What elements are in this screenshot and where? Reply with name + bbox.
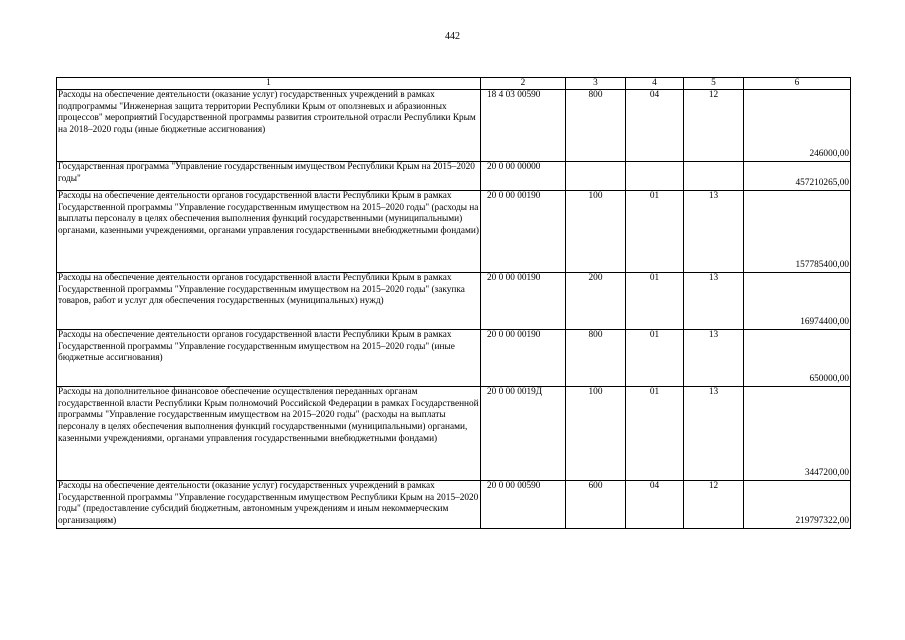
section-cell: 01: [626, 191, 684, 273]
table-row: [57, 330, 851, 387]
expense-type-cell: 100: [566, 191, 626, 273]
table-row: [57, 387, 851, 481]
section-cell: 01: [626, 273, 684, 330]
header-cell: 6: [744, 78, 851, 90]
section-cell: [626, 162, 684, 191]
table-row: [57, 273, 851, 330]
code-cell: 18 4 03 00590: [481, 90, 566, 162]
description-cell: Расходы на обеспечение деятельности (оказание услуг) государственных учреждений в рамках подпрограммы "Инженерная защита территории Республики Крым от оползневых и абразионных процессов" мероприятий Государственной программы развития строительной отрасли Республики Крым на 2018–2020 годы (иные бюджетные ассигнования): [57, 90, 481, 162]
expense-type-cell: [566, 162, 626, 191]
description-cell: Государственная программа "Управление государственным имуществом Республики Крым на 2015–2020 годы": [57, 162, 481, 191]
section-cell: 04: [626, 90, 684, 162]
header-cell: 4: [626, 78, 684, 90]
expense-type-cell: 100: [566, 387, 626, 481]
code-cell: 20 0 00 00190: [481, 273, 566, 330]
amount-cell: 650000,00: [744, 330, 851, 387]
code-cell: 20 0 00 00590: [481, 481, 566, 529]
amount-cell: 457210265,00: [744, 162, 851, 191]
page-number: 442: [445, 31, 460, 42]
subsection-cell: 13: [684, 191, 744, 273]
subsection-cell: 13: [684, 387, 744, 481]
expense-type-cell: 800: [566, 330, 626, 387]
code-cell: 20 0 00 00000: [481, 162, 566, 191]
amount-cell: 219797322,00: [744, 481, 851, 529]
amount-cell: 157785400,00: [744, 191, 851, 273]
header-cell: 3: [566, 78, 626, 90]
header-cell: 5: [684, 78, 744, 90]
amount-cell: 3447200,00: [744, 387, 851, 481]
header-cell: 1: [57, 78, 481, 90]
amount-cell: 246000,00: [744, 90, 851, 162]
budget-table: [56, 77, 851, 529]
description-cell: Расходы на обеспечение деятельности (оказание услуг) государственных учреждений в рамках Государственной программы "Управление государственным имуществом Республики Крым на 2015–2020 годы" (предоставление субсидий бюджетным, автономным учреждениям и иным некоммерческим организациям): [57, 481, 481, 529]
subsection-cell: 13: [684, 273, 744, 330]
header-cell: 2: [481, 78, 566, 90]
code-cell: 20 0 00 00190: [481, 191, 566, 273]
section-cell: 04: [626, 481, 684, 529]
table-row: [57, 191, 851, 273]
description-cell: Расходы на обеспечение деятельности органов государственной власти Республики Крым в рамках Государственной программы "Управление государственным имуществом на 2015–2020 годы" (закупка товаров, работ и услуг для обеспечения государственных (муниципальных) нужд): [57, 273, 481, 330]
subsection-cell: 13: [684, 330, 744, 387]
subsection-cell: [684, 162, 744, 191]
table-row: [57, 90, 851, 162]
code-cell: 20 0 00 00190: [481, 330, 566, 387]
code-cell: 20 0 00 0019Д: [481, 387, 566, 481]
section-cell: 01: [626, 387, 684, 481]
table-row: [57, 481, 851, 529]
description-cell: Расходы на обеспечение деятельности органов государственной власти Республики Крым в рамках Государственной программы "Управление государственным имуществом на 2015–2020 годы" (расходы на выплаты персоналу в целях обеспечения выполнения функций государственными (муниципальными) органами, казенными учреждениями, органами управления государственными внебюджетными фондами): [57, 191, 481, 273]
expense-type-cell: 600: [566, 481, 626, 529]
description-cell: Расходы на дополнительное финансовое обеспечение осуществления переданных органам государственной власти Республики Крым полномочий Российской Федерации в рамках Государственной программы "Управление государственным имуществом на 2015–2020 годы" (расходы на выплаты персоналу в целях обеспечения выполнения функций государственными (муниципальными) органами, казенными учреждениями, органами управления государственными внебюджетными фондами): [57, 387, 481, 481]
table-row: [57, 162, 851, 191]
subsection-cell: 12: [684, 481, 744, 529]
amount-cell: 16974400,00: [744, 273, 851, 330]
description-cell: Расходы на обеспечение деятельности органов государственной власти Республики Крым в рамках Государственной программы "Управление государственным имуществом на 2015–2020 годы" (иные бюджетные ассигнования): [57, 330, 481, 387]
expense-type-cell: 800: [566, 90, 626, 162]
expense-type-cell: 200: [566, 273, 626, 330]
table-header-row: [57, 78, 851, 90]
subsection-cell: 12: [684, 90, 744, 162]
section-cell: 01: [626, 330, 684, 387]
